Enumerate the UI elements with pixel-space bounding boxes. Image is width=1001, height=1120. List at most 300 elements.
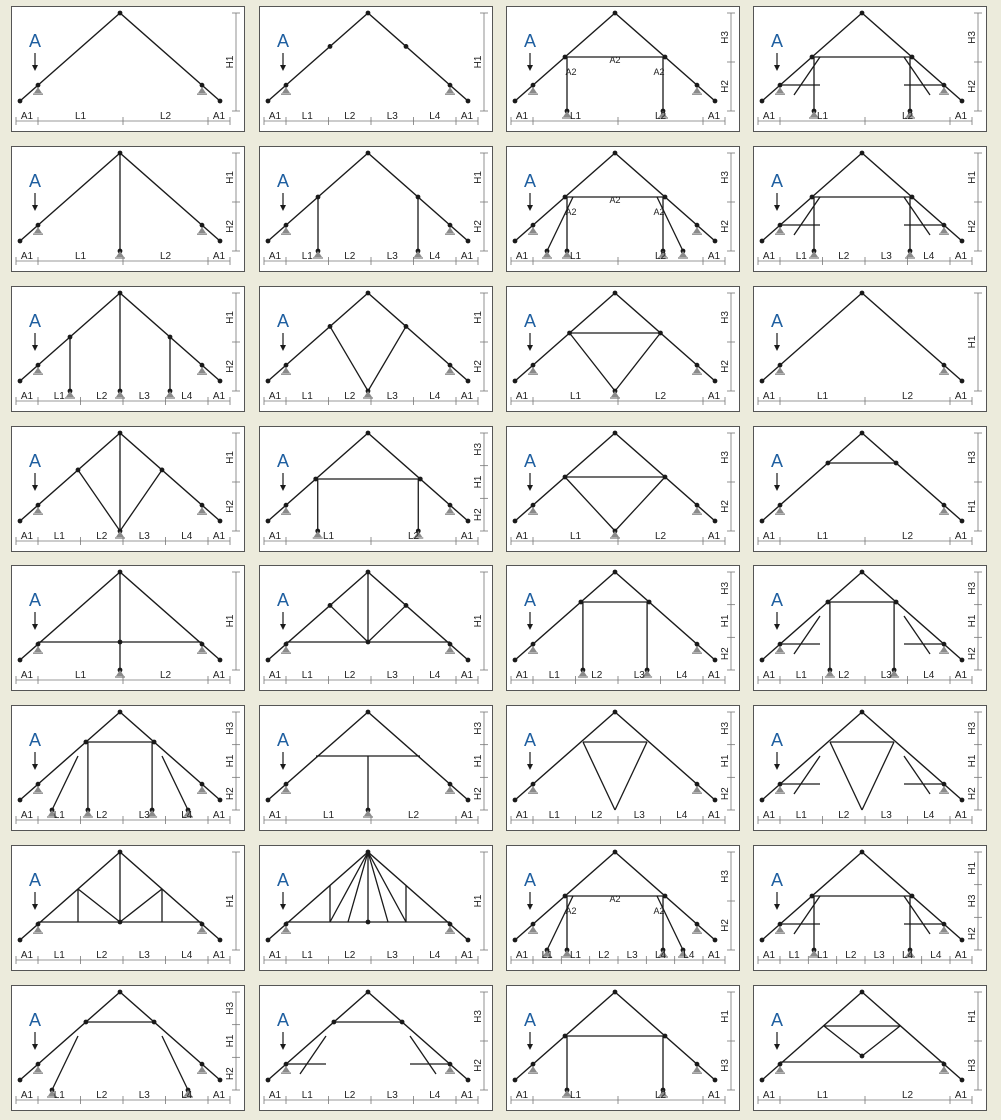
dimension-label-right: H1: [473, 894, 484, 908]
truss-member: [657, 197, 683, 251]
dimension-label-bottom: L1: [816, 111, 829, 122]
dimension-label-bottom: L4: [429, 950, 441, 961]
truss-node: [218, 798, 223, 803]
truss-member: [565, 477, 615, 531]
support-arrow-icon: [280, 904, 286, 910]
truss-diagram: [260, 7, 494, 133]
right-rafter: [368, 293, 468, 381]
dimension-label-bottom: L2: [96, 810, 108, 821]
truss-member: [794, 616, 820, 654]
truss-diagram: [507, 7, 741, 133]
dimension-label-right: H2: [967, 647, 978, 661]
support-label-a: A: [276, 31, 290, 51]
dimension-label-bottom: A1: [20, 1090, 34, 1101]
support-label-a: A: [28, 171, 42, 191]
dimension-label-bottom: A1: [212, 251, 226, 262]
support-arrow-icon: [32, 1044, 38, 1050]
truss-node: [531, 642, 536, 647]
dimension-label-right: H2: [473, 508, 484, 522]
dimension-label-right: H1: [967, 335, 978, 349]
dimension-label-bottom: L4: [930, 950, 942, 961]
dimension-label-bottom: L3: [386, 111, 398, 122]
right-rafter: [615, 572, 715, 660]
dimension-label-bottom: A1: [20, 391, 34, 402]
dimension-label-bottom: A1: [20, 950, 34, 961]
truss-node: [531, 1062, 536, 1067]
truss-diagram: [12, 287, 246, 413]
dimension-label-bottom: L3: [880, 810, 892, 821]
dimension-label-bottom: A1: [954, 391, 968, 402]
dimension-label-bottom: A1: [268, 531, 282, 542]
dimension-label-right: H3: [720, 870, 731, 883]
truss-member: [904, 57, 930, 95]
truss-member: [615, 333, 660, 391]
support-icon: [364, 810, 372, 816]
truss-option-16[interactable]: [753, 426, 987, 552]
support-arrow-icon: [32, 624, 38, 630]
dimension-label-right: H1: [473, 614, 484, 628]
truss-node: [466, 658, 471, 663]
support-icon: [116, 531, 124, 537]
dimension-label-bottom: A1: [20, 670, 34, 681]
truss-diagram: [12, 986, 246, 1112]
truss-option-27[interactable]: [506, 845, 740, 971]
truss-diagram: [754, 147, 988, 273]
dimension-label-bottom: A1: [212, 531, 226, 542]
dimension-label-right: H3: [967, 894, 978, 908]
dimension-label-bottom: L1: [74, 111, 87, 122]
truss-members: [266, 151, 471, 258]
truss-option-22[interactable]: [259, 705, 493, 831]
support-icon: [116, 670, 124, 676]
truss-node: [76, 468, 81, 473]
dimension-label-right: H2: [225, 360, 236, 373]
support-label-a: A: [770, 311, 784, 331]
truss-option-12[interactable]: [753, 286, 987, 412]
dimension-label-bottom: L4: [683, 950, 695, 961]
right-rafter: [862, 293, 962, 381]
truss-member: [904, 197, 930, 235]
dimension-label-right: H1: [225, 171, 236, 184]
truss-members: [760, 11, 965, 118]
support-label-a: A: [770, 171, 784, 191]
truss-option-9[interactable]: [11, 286, 245, 412]
dimension-label-right: H1: [967, 861, 978, 875]
support-label-a: A: [276, 1010, 290, 1030]
truss-node: [513, 938, 518, 943]
dimension-label-bottom: A1: [707, 810, 721, 821]
truss-node: [695, 223, 700, 228]
dimension-label-bottom: A1: [460, 111, 474, 122]
truss-member: [794, 57, 820, 95]
support-label-a: A: [523, 311, 537, 331]
dimension-label-bottom: L4: [181, 810, 193, 821]
truss-node: [860, 291, 865, 296]
truss-member: [368, 852, 406, 922]
support-label-a: A: [28, 451, 42, 471]
truss-members: [760, 431, 965, 524]
dimension-label-bottom: L4: [676, 810, 688, 821]
dimension-label-bottom: L2: [654, 251, 667, 262]
right-rafter: [615, 293, 715, 381]
right-rafter: [120, 153, 220, 241]
truss-node: [448, 782, 453, 787]
dimension-label-right: H1: [225, 55, 236, 69]
dimension-label-bottom: A1: [460, 950, 474, 961]
truss-members: [513, 710, 718, 810]
right-rafter: [120, 852, 220, 940]
dimension-label-right: H3: [720, 581, 731, 595]
truss-members: [760, 291, 965, 384]
dimension-label-right: H2: [967, 787, 978, 801]
truss-node: [366, 11, 371, 16]
support-label-a: A: [523, 451, 537, 471]
dimension-label-right: H3: [720, 1059, 731, 1072]
dimension-label-bottom: L2: [96, 531, 108, 542]
dimension-label-right: H3: [967, 451, 978, 464]
truss-node: [860, 151, 865, 156]
support-icon: [314, 251, 322, 257]
dimension-label-bottom: A1: [954, 1090, 968, 1101]
truss-node: [328, 603, 333, 608]
truss-option-23[interactable]: [506, 705, 740, 831]
dimension-label-bottom: L1: [569, 251, 582, 262]
truss-member: [348, 852, 368, 922]
truss-node: [513, 519, 518, 524]
truss-node: [531, 363, 536, 368]
support-arrow-icon: [280, 624, 286, 630]
dimension-label-right: H3: [720, 451, 731, 464]
dimension-label-bottom: L1: [53, 1090, 65, 1101]
dimension-label-bottom: L1: [816, 531, 829, 542]
dimension-label-bottom: L4: [923, 251, 935, 262]
support-icon: [810, 251, 818, 257]
dimension-label-bottom: A1: [212, 111, 226, 122]
support-icon: [414, 251, 422, 257]
truss-option-19[interactable]: [506, 565, 740, 691]
truss-option-4[interactable]: [753, 6, 987, 132]
dimension-label-bottom: L2: [598, 950, 610, 961]
truss-node: [760, 99, 765, 104]
dimension-label-bottom: A1: [707, 670, 721, 681]
truss-diagram: [260, 287, 494, 413]
dimension-label-bottom: L2: [344, 391, 356, 402]
right-rafter: [862, 433, 962, 521]
dimension-label-bottom: L1: [322, 810, 335, 821]
dimension-label-right: H3: [967, 31, 978, 44]
dimension-label-bottom: A1: [515, 810, 529, 821]
truss-members: [266, 850, 471, 943]
support-label-a: A: [28, 31, 42, 51]
dimension-label-right: H3: [720, 171, 731, 184]
truss-option-2[interactable]: [259, 6, 493, 132]
truss-node: [613, 710, 618, 715]
truss-members: [266, 990, 471, 1083]
dimension-label-bottom: A1: [954, 251, 968, 262]
truss-option-20[interactable]: [753, 565, 987, 691]
dimension-label-bottom: L2: [838, 810, 850, 821]
dimension-label-bottom: L2: [344, 1090, 356, 1101]
truss-member: [824, 1026, 862, 1056]
truss-node: [36, 83, 41, 88]
truss-option-26[interactable]: [259, 845, 493, 971]
truss-diagram: [507, 566, 741, 692]
support-arrow-icon: [527, 205, 533, 211]
truss-diagram: [507, 427, 741, 553]
dimension-label-bottom: A1: [460, 810, 474, 821]
support-arrow-icon: [280, 205, 286, 211]
support-arrow-icon: [32, 345, 38, 351]
truss-member: [615, 742, 647, 810]
truss-members: [266, 570, 471, 663]
dimension-label-bottom: A1: [268, 391, 282, 402]
dimension-label-right: H3: [720, 311, 731, 324]
dimension-label-right: H1: [225, 451, 236, 464]
dimension-label-right: H2: [473, 1059, 484, 1072]
truss-option-25[interactable]: [11, 845, 245, 971]
truss-option-1[interactable]: [11, 6, 245, 132]
truss-node: [152, 1020, 157, 1025]
truss-node: [266, 239, 271, 244]
dimension-label-bottom: A1: [268, 950, 282, 961]
truss-node: [760, 938, 765, 943]
support-icon: [66, 391, 74, 397]
truss-members: [760, 850, 965, 957]
dimension-label-bottom: L3: [873, 950, 885, 961]
dimension-label-bottom: L1: [301, 1090, 313, 1101]
dimension-label-bottom: L3: [633, 670, 645, 681]
truss-option-15[interactable]: [506, 426, 740, 552]
dimension-label-bottom: A1: [460, 391, 474, 402]
truss-node: [760, 379, 765, 384]
dimension-label-bottom: A1: [707, 391, 721, 402]
truss-option-7[interactable]: [506, 146, 740, 272]
support-label-a: A: [28, 870, 42, 890]
truss-option-18[interactable]: [259, 565, 493, 691]
dimension-label-a2: A2: [653, 906, 665, 916]
dimension-label-bottom: L2: [654, 531, 667, 542]
truss-members: [18, 990, 223, 1097]
dimension-label-bottom: A1: [212, 391, 226, 402]
truss-node: [713, 798, 718, 803]
dimension-label-bottom: L2: [96, 391, 108, 402]
truss-option-28[interactable]: [753, 845, 987, 971]
truss-diagram: [507, 147, 741, 273]
truss-node: [328, 44, 333, 49]
truss-node: [695, 782, 700, 787]
support-label-a: A: [28, 311, 42, 331]
truss-node: [366, 151, 371, 156]
dimension-label-bottom: L4: [181, 531, 193, 542]
right-rafter: [368, 572, 468, 660]
support-arrow-icon: [774, 904, 780, 910]
truss-node: [404, 603, 409, 608]
truss-node: [466, 99, 471, 104]
dimension-label-bottom: L1: [53, 950, 65, 961]
truss-node: [760, 239, 765, 244]
truss-member: [830, 742, 862, 810]
support-label-a: A: [770, 730, 784, 750]
truss-option-5[interactable]: [11, 146, 245, 272]
dimension-label-right: H3: [720, 31, 731, 44]
truss-node: [266, 798, 271, 803]
truss-option-21[interactable]: [11, 705, 245, 831]
truss-node: [513, 658, 518, 663]
support-icon: [611, 531, 619, 537]
truss-diagram: [754, 706, 988, 832]
truss-option-32[interactable]: [753, 985, 987, 1111]
truss-diagram: [12, 706, 246, 832]
support-arrow-icon: [280, 345, 286, 351]
support-icon: [579, 670, 587, 676]
dimension-label-bottom: L4: [923, 810, 935, 821]
dimension-label-right: H3: [225, 1001, 236, 1015]
truss-node: [960, 938, 965, 943]
dimension-label-bottom: A1: [460, 531, 474, 542]
dimension-label-bottom: A1: [762, 670, 776, 681]
truss-node: [960, 1078, 965, 1083]
dimension-label-bottom: L1: [816, 391, 829, 402]
truss-node: [218, 519, 223, 524]
dimension-label-bottom: L2: [407, 531, 420, 542]
truss-member: [368, 852, 388, 922]
truss-members: [266, 291, 471, 398]
dimension-label-a2: A2: [653, 67, 665, 77]
dimension-label-bottom: L1: [795, 810, 807, 821]
dimension-label-bottom: L1: [569, 391, 582, 402]
truss-option-17[interactable]: [11, 565, 245, 691]
truss-option-8[interactable]: [753, 146, 987, 272]
support-label-a: A: [770, 590, 784, 610]
truss-node: [18, 239, 23, 244]
truss-node: [18, 798, 23, 803]
truss-node: [713, 658, 718, 663]
dimension-label-right: H1: [225, 754, 236, 768]
dimension-label-bottom: A1: [707, 251, 721, 262]
support-label-a: A: [276, 171, 290, 191]
right-rafter: [120, 992, 220, 1080]
truss-option-11[interactable]: [506, 286, 740, 412]
support-label-a: A: [28, 1010, 42, 1030]
dimension-label-bottom: L3: [386, 251, 398, 262]
dimension-label-bottom: L3: [386, 1090, 398, 1101]
truss-diagram: [507, 287, 741, 413]
dimension-label-right: H2: [473, 220, 484, 233]
truss-members: [18, 431, 223, 538]
support-label-a: A: [770, 1010, 784, 1030]
dimension-label-bottom: A1: [954, 531, 968, 542]
truss-diagram: [260, 147, 494, 273]
dimension-label-bottom: L1: [301, 670, 313, 681]
dimension-label-bottom: A1: [762, 810, 776, 821]
dimension-label-right: H2: [967, 927, 978, 941]
truss-node: [416, 195, 421, 200]
dimension-label-bottom: L1: [53, 391, 65, 402]
truss-option-3[interactable]: [506, 6, 740, 132]
truss-members: [266, 11, 471, 104]
truss-node: [284, 223, 289, 228]
truss-node: [613, 11, 618, 16]
dimension-label-bottom: A1: [515, 111, 529, 122]
dimension-label-bottom: A1: [515, 950, 529, 961]
truss-node: [160, 468, 165, 473]
dimension-label-bottom: L1: [548, 670, 560, 681]
truss-node: [695, 922, 700, 927]
truss-node: [366, 710, 371, 715]
support-icon: [116, 251, 124, 257]
dimension-label-right: H1: [225, 894, 236, 908]
truss-diagram: [754, 287, 988, 413]
truss-members: [513, 431, 718, 538]
truss-option-31[interactable]: [506, 985, 740, 1111]
dimension-label-bottom: A1: [515, 391, 529, 402]
dimension-label-bottom: L4: [676, 670, 688, 681]
dimension-label-bottom: L1: [301, 111, 313, 122]
support-arrow-icon: [774, 1044, 780, 1050]
truss-option-29[interactable]: [11, 985, 245, 1111]
dimension-label-bottom: L4: [429, 251, 441, 262]
truss-node: [266, 938, 271, 943]
truss-option-13[interactable]: [11, 426, 245, 552]
dimension-label-bottom: A1: [707, 531, 721, 542]
support-label-a: A: [276, 730, 290, 750]
support-arrow-icon: [527, 485, 533, 491]
truss-node: [284, 83, 289, 88]
support-icon: [543, 251, 551, 257]
dimension-label-bottom: L4: [901, 950, 914, 961]
dimension-label-right: H1: [473, 55, 484, 69]
dimension-label-right: H3: [720, 721, 731, 735]
dimension-label-bottom: L2: [838, 251, 850, 262]
truss-node: [266, 1078, 271, 1083]
truss-option-30[interactable]: [259, 985, 493, 1111]
support-arrow-icon: [774, 65, 780, 71]
truss-member: [862, 742, 894, 810]
dimension-label-bottom: A1: [762, 531, 776, 542]
support-label-a: A: [276, 451, 290, 471]
truss-option-6[interactable]: [259, 146, 493, 272]
right-rafter: [862, 992, 962, 1080]
dimension-label-bottom: A1: [20, 251, 34, 262]
truss-members: [18, 151, 223, 258]
truss-member: [368, 605, 406, 642]
dimension-label-bottom: L1: [569, 1090, 582, 1101]
truss-option-24[interactable]: [753, 705, 987, 831]
truss-node: [36, 363, 41, 368]
dimension-label-bottom: L3: [138, 391, 150, 402]
support-label-a: A: [770, 31, 784, 51]
truss-diagram: [507, 846, 741, 972]
support-label-a: A: [770, 451, 784, 471]
dimension-label-bottom: A1: [268, 670, 282, 681]
truss-diagram: [260, 986, 494, 1112]
dimension-label-bottom: A1: [954, 111, 968, 122]
dimension-label-right: H1: [967, 171, 978, 184]
support-arrow-icon: [32, 764, 38, 770]
dimension-label-bottom: L1: [541, 950, 553, 961]
truss-member: [904, 756, 930, 794]
truss-members: [760, 570, 965, 677]
truss-node: [266, 658, 271, 663]
truss-option-10[interactable]: [259, 286, 493, 412]
dimension-label-right: H2: [967, 220, 978, 233]
truss-node: [663, 475, 668, 480]
truss-node: [448, 503, 453, 508]
truss-option-14[interactable]: [259, 426, 493, 552]
dimension-label-right: H2: [225, 220, 236, 233]
dimension-label-bottom: A1: [212, 810, 226, 821]
support-icon: [84, 810, 92, 816]
